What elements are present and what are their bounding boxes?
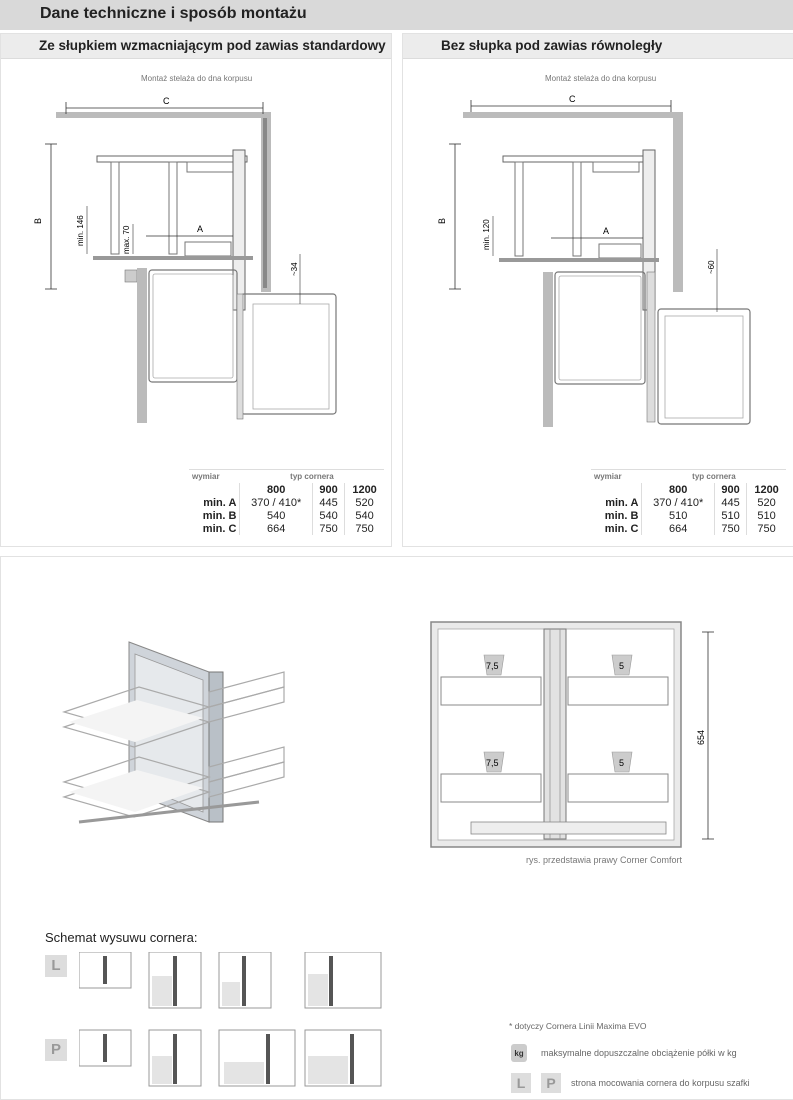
cell: 540 bbox=[345, 509, 384, 522]
cell: 540 bbox=[312, 509, 344, 522]
kg-badge-icon: kg bbox=[511, 1044, 527, 1062]
table-row bbox=[591, 496, 786, 509]
left-panel-title: Ze słupkiem wzmacniającym pod zawias standardowy bbox=[39, 38, 386, 53]
cell: 750 bbox=[345, 522, 384, 535]
dim-gap: ~60 bbox=[707, 260, 716, 274]
side-badge-p: P bbox=[541, 1073, 561, 1093]
row-label: min. C bbox=[202, 522, 237, 535]
cell: 510 bbox=[642, 509, 715, 522]
left-panel bbox=[0, 33, 392, 547]
front-view-caption: rys. przedstawia prawy Corner Comfort bbox=[526, 855, 683, 865]
table-col-header: 900 bbox=[714, 483, 746, 496]
cell: 750 bbox=[312, 522, 344, 535]
cell: 510 bbox=[747, 509, 786, 522]
dim-min: min. 146 bbox=[76, 215, 85, 246]
right-technical-drawing bbox=[403, 84, 793, 429]
row-label: min. B bbox=[202, 509, 237, 522]
left-mount-note: Montaż stelaża do dna korpusu bbox=[141, 74, 253, 83]
cell: 510 bbox=[714, 509, 746, 522]
scheme-title: Schemat wysuwu cornera: bbox=[45, 930, 198, 945]
cell: 520 bbox=[747, 496, 786, 509]
table-col-header: 800 bbox=[240, 483, 313, 496]
scheme-row-label: L bbox=[45, 955, 67, 977]
cell: 664 bbox=[240, 522, 313, 535]
dim-b: B bbox=[33, 217, 43, 224]
table-col-header: 1200 bbox=[747, 483, 786, 496]
footnote: * dotyczy Cornera Linii Maxima EVO bbox=[509, 1021, 647, 1031]
dim-a: A bbox=[197, 224, 204, 234]
dim-c: C bbox=[569, 94, 576, 104]
table-col-header: 900 bbox=[312, 483, 344, 496]
right-panel bbox=[402, 33, 793, 547]
table-row bbox=[189, 509, 384, 522]
table-col-header: 800 bbox=[642, 483, 715, 496]
cell: 370 / 410* bbox=[642, 496, 715, 509]
cell: 445 bbox=[312, 496, 344, 509]
table-row bbox=[591, 509, 786, 522]
table-caption-right: typ cornera bbox=[290, 472, 334, 481]
row-label: min. C bbox=[604, 522, 639, 535]
row-label: min. A bbox=[203, 496, 237, 509]
left-panel-header bbox=[1, 34, 391, 59]
scheme-row-label: P bbox=[45, 1039, 67, 1061]
dim-a: A bbox=[603, 226, 610, 236]
weight-label: 5 bbox=[619, 758, 625, 768]
table-row bbox=[189, 496, 384, 509]
cell: 520 bbox=[345, 496, 384, 509]
page-title: Dane techniczne i sposób montażu bbox=[40, 5, 307, 22]
scheme-diagrams bbox=[79, 952, 389, 1097]
table-row bbox=[591, 522, 786, 535]
height-dim: 654 bbox=[696, 729, 706, 745]
right-panel-header bbox=[403, 34, 793, 59]
table-caption-left: wymiar bbox=[594, 472, 622, 481]
weight-label: 7,5 bbox=[486, 758, 499, 768]
lower-panel bbox=[0, 556, 793, 1100]
side-legend-text: strona mocowania cornera do korpusu szafki bbox=[571, 1078, 750, 1088]
weight-label: 7,5 bbox=[486, 661, 499, 671]
right-mount-note: Montaż stelaża do dna korpusu bbox=[545, 74, 657, 83]
front-view-drawing bbox=[426, 617, 726, 862]
cell: 750 bbox=[714, 522, 746, 535]
row-label: min. B bbox=[604, 509, 639, 522]
cell: 370 / 410* bbox=[240, 496, 313, 509]
cell: 540 bbox=[240, 509, 313, 522]
table-col-header: 1200 bbox=[345, 483, 384, 496]
dim-b: B bbox=[437, 217, 447, 224]
table-caption-right: typ cornera bbox=[692, 472, 736, 481]
cell: 445 bbox=[714, 496, 746, 509]
row-label: min. A bbox=[605, 496, 639, 509]
right-dimension-table bbox=[591, 469, 786, 535]
table-caption-left: wymiar bbox=[192, 472, 220, 481]
side-badge-l: L bbox=[511, 1073, 531, 1093]
cell: 664 bbox=[642, 522, 715, 535]
right-panel-title: Bez słupka pod zawias równoległy bbox=[441, 38, 663, 53]
dim-max: max. 70 bbox=[122, 225, 131, 254]
cell: 750 bbox=[747, 522, 786, 535]
table-row bbox=[189, 522, 384, 535]
cabinet-top bbox=[56, 112, 271, 118]
left-technical-drawing bbox=[1, 84, 391, 429]
page-header bbox=[0, 0, 793, 30]
kg-legend-text: maksymalne dopuszczalne obciążenie półki w kg bbox=[541, 1048, 737, 1058]
dim-c: C bbox=[163, 96, 170, 106]
dim-gap: ~34 bbox=[290, 262, 299, 276]
weight-label: 5 bbox=[619, 661, 625, 671]
dim-min: min. 120 bbox=[482, 219, 491, 250]
corner-basket-illustration bbox=[59, 632, 289, 842]
left-dimension-table bbox=[189, 469, 384, 535]
